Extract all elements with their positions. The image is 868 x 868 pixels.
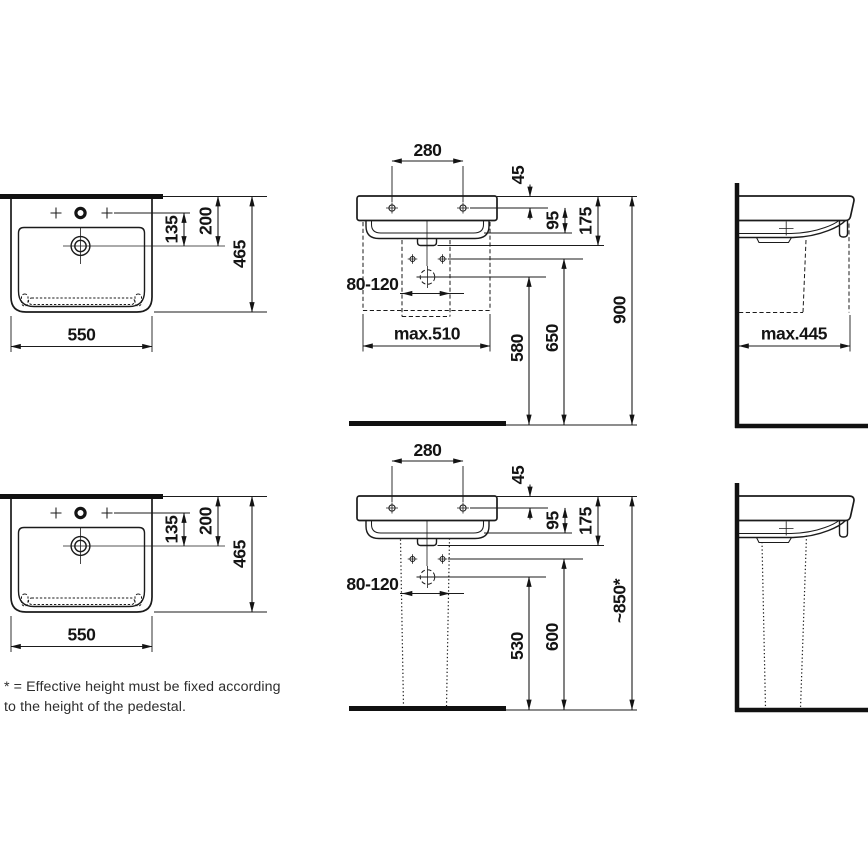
dim-front-rim-to-holes: 45 [508, 165, 528, 185]
dim-front-rim-height: 900 [609, 296, 630, 324]
dim-front-fixing-height: 600 [542, 623, 562, 651]
dim-plan-holes-to-drain: 135 [161, 515, 182, 544]
dim-front-body-height: 175 [575, 507, 596, 535]
dim-plan-rim-to-drain: 200 [195, 507, 216, 535]
dim-front-fixing-range: 80-120 [346, 274, 399, 294]
dim-front-max-width: max.510 [393, 323, 461, 344]
dim-front-fixing-height: 650 [542, 324, 562, 352]
dim-plan-width: 550 [67, 624, 96, 645]
dim-front-fixing-range: 80-120 [346, 574, 399, 594]
dim-plan-rim-to-drain: 200 [195, 207, 216, 235]
dim-plan-depth: 465 [229, 240, 250, 268]
dim-front-rim-to-holes: 45 [508, 465, 528, 485]
dim-front-holes-to-underside: 95 [542, 511, 563, 530]
dim-plan-holes-to-drain: 135 [161, 215, 182, 244]
dim-front-siphon-height: 580 [507, 334, 527, 362]
footnote-line-1: * = Effective height must be fixed according [4, 679, 281, 695]
dim-plan-width: 550 [67, 324, 96, 345]
dim-front-holes-to-underside: 95 [542, 211, 563, 230]
dim-plan-depth: 465 [229, 540, 250, 568]
dim-front-hole-spacing: 280 [413, 440, 442, 460]
footnote-line-2: to the height of the pedestal. [4, 699, 187, 715]
dim-side-max-depth: max.445 [760, 323, 828, 344]
dim-front-body-height: 175 [575, 207, 596, 235]
dim-front-effective-height: ~850* [609, 578, 630, 624]
dim-front-hole-spacing: 280 [413, 140, 442, 160]
dim-front-siphon-height: 530 [507, 632, 527, 660]
